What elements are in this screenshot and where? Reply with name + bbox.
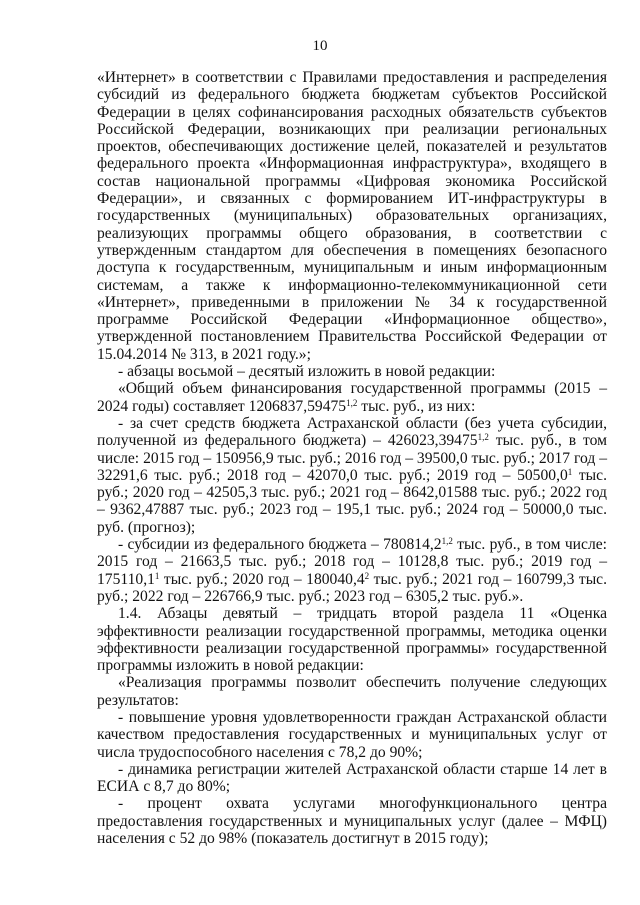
paragraph: [97, 795, 607, 847]
paragraph: [97, 674, 607, 709]
paragraph-text: тыс. руб., в том числе: 2015 год – 150956,9 тыс. руб.; 2016 год – 39500,0 тыс. руб.; 2017 год – 32291,6 тыс. руб.; 2018 год – 42070,0 тыс. руб.; 2019 год – 50500,0: [97, 432, 607, 484]
paragraph-text: тыс. руб.; 2021 год – 160799,3 тыс. руб.; 2022 год – 226766,9 тыс. руб.; 2023 год – 6305,2 тыс. руб.».: [97, 570, 607, 605]
footnote-marker: 1,2: [441, 536, 453, 547]
paragraph-text: - процент охвата услугами многофункционального центра предоставления государственных и муниципальных услуг (далее – МФЦ) населения с 52 до 98% (показатель достигнут в 2015 году);: [97, 795, 607, 848]
paragraph: [97, 363, 607, 380]
footnote-marker: 1,2: [477, 432, 489, 443]
page-number: 10: [312, 38, 328, 54]
paragraph: [97, 380, 607, 415]
document-body: [97, 69, 607, 847]
paragraph-text: - абзацы восьмой – десятый изложить в новой редакции:: [118, 363, 496, 381]
paragraph: [97, 761, 607, 796]
footnote-marker: 1: [154, 570, 160, 581]
paragraph-text: «Интернет» в соответствии с Правилами предоставления и распределения субсидий из федерального бюджета бюджетам субъектов Российской Федерации в целях софинансирования расходных обязательств субъектов Российской Федерации, возникающих при реализации региональных проектов, обеспечивающих достижение целей, показателей и результатов федерального проекта «Информационная инфраструктура», входящего в состав национальной программы «Цифровая экономика Российской Федерации», и связанных с формированием ИТ-инфраструктуры в государственных (муниципальных) образовательных организациях, реализующих программы общего образования, в соответствии с утвержденным стандартом для обеспечения в помещениях безопасного доступа к государственным, муниципальным и иным информационным системам, а также к информационно-телекоммуникационной сети «Интернет», приведенными в приложении № 34 к государственной программе Российской Федерации «Информационное общество», утвержденной постановлением Правительства Российской Федерации от 15.04.2014 № 313, в 2021 году.»;: [97, 69, 607, 363]
paragraph-text: - повышение уровня удовлетворенности граждан Астраханской области качеством предоставления государственных и муниципальных услуг от числа трудоспособного населения с 78,2 до 90%;: [97, 708, 607, 761]
footnote-marker: 2: [364, 570, 370, 581]
footnote-marker: 1: [567, 466, 573, 477]
paragraph-text: тыс. руб., в том числе: 2015 год – 21663,5 тыс. руб.; 2018 год – 10128,8 тыс. руб.; 2019 год – 175110,1: [97, 536, 607, 588]
paragraph: [97, 69, 607, 363]
paragraph-text: «Реализация программы позволит обеспечить получение следующих результатов:: [97, 674, 607, 709]
paragraph: [97, 536, 607, 605]
paragraph-text: - динамика регистрации жителей Астраханской области старше 14 лет в ЕСИА с 8,7 до 80%;: [97, 760, 607, 796]
paragraph-text: «Общий объем финансирования государственной программы (2015 – 2024 годы) составляет 1206837,59475: [97, 380, 607, 415]
paragraph-text: тыс. руб., из них:: [357, 397, 476, 415]
paragraph: [97, 709, 607, 761]
footnote-marker: 1,2: [346, 397, 358, 408]
paragraph-text: тыс. руб.; 2020 год – 180040,4: [159, 570, 365, 588]
paragraph-text: - за счет средств бюджета Астраханской области (без учета субсидии, полученной из федерального бюджета) – 426023,39475: [97, 414, 607, 450]
paragraph-text: - субсидии из федерального бюджета – 780814,2: [118, 536, 442, 554]
paragraph-text: тыс. руб.; 2020 год – 42505,3 тыс. руб.; 2021 год – 8642,01588 тыс. руб.; 2022 год – 9362,47887 тыс. руб.; 2023 год – 195,1 тыс. руб.; 2024 год – 50000,0 тыс. руб. (прогноз);: [97, 466, 607, 536]
paragraph: [97, 415, 607, 536]
paragraph: [97, 605, 607, 674]
paragraph-text: 1.4. Абзацы девятый – тридцать второй раздела 11 «Оценка эффективности реализации государственной программы, методика оценки эффективности реализации государственной программы» государственной программы изложить в новой редакции:: [97, 605, 607, 675]
